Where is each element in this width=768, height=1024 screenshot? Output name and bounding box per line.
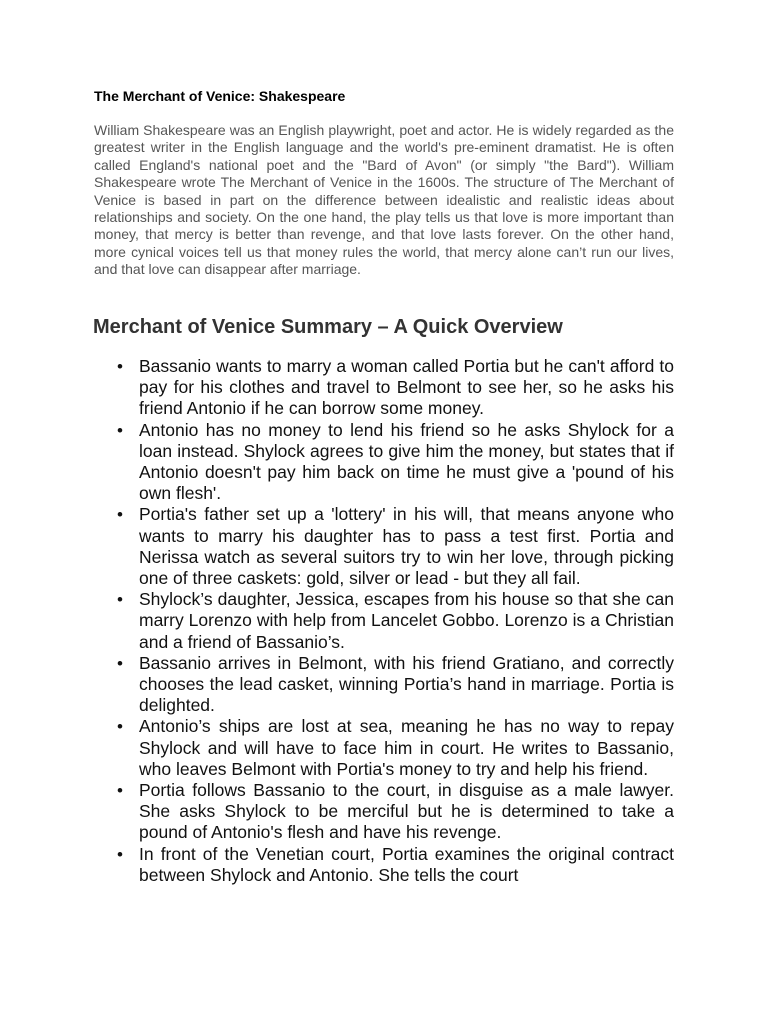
list-item-text: In front of the Venetian court, Portia examines the original contract between Shylock and Antonio. She tells the court (139, 843, 674, 885)
bullet-icon: • (117, 590, 123, 610)
list-item (117, 419, 674, 505)
list-item-text: Bassanio arrives in Belmont, with his friend Gratiano, and correctly chooses the lead casket, winning Portia’s hand in marriage. Portia is delighted. (139, 652, 674, 716)
list-item-text: Antonio has no money to lend his friend so he asks Shylock for a loan instead. Shylock agrees to give him the money, but states that if Antonio doesn't pay him back on time he must give a 'pound of his own flesh'. (139, 419, 674, 504)
bullet-icon: • (117, 844, 123, 864)
summary-heading: Merchant of Venice Summary – A Quick Overview (93, 316, 563, 338)
list-item (117, 589, 674, 653)
list-item-text: Antonio’s ships are lost at sea, meaning he has no way to repay Shylock and will have to face him in court. He writes to Bassanio, who leaves Belmont with Portia's money to try and help his friend. (139, 716, 674, 779)
list-item (117, 652, 674, 717)
list-item-text: Portia's father set up a 'lottery' in his will, that means anyone who wants to marry his daughter has to pass a test first. Portia and Nerissa watch as several suitors try to win her love, through picking one of three caskets: gold, silver or lead - but they all fail. (139, 504, 674, 589)
summary-list (117, 356, 674, 886)
list-item (117, 716, 674, 780)
list-item-text: Bassanio wants to marry a woman called Portia but he can't afford to pay for his clothes and travel to Belmont to see her, so he asks his friend Antonio if he can borrow some money. (139, 356, 674, 419)
list-item (117, 504, 674, 589)
list-item (117, 780, 674, 844)
bullet-icon: • (117, 357, 123, 376)
list-item (117, 356, 674, 420)
list-item-text: Shylock’s daughter, Jessica, escapes from his house so that she can marry Lorenzo with help from Lancelet Gobbo. Lorenzo is a Christian and a friend of Bassanio’s. (139, 589, 674, 652)
list-item (117, 843, 674, 886)
intro-paragraph: William Shakespeare was an English playwright, poet and actor. He is widely regarded as the greatest writer in the English language and the world's pre-eminent dramatist. He is often called England's national poet and the "Bard of Avon" (or simply "the Bard"). William Shakespeare wrote The Merchant of Venice in the 1600s. The structure of The Merchant of Venice is based in part on the difference between idealistic and realistic ideas about relationships and society. On the one hand, the play tells us that love is more important than money, that mercy is better than revenge, and that love lasts forever. On the other hand, more cynical voices tell us that money rules the world, that mercy alone can’t run our lives, and that love can disappear after marriage. (94, 122, 674, 278)
bullet-icon: • (117, 505, 123, 525)
list-item-text: Portia follows Bassanio to the court, in disguise as a male lawyer. She asks Shylock to be merciful but he is determined to take a pound of Antonio's flesh and have his revenge. (139, 780, 674, 843)
bullet-icon: • (117, 781, 123, 801)
bullet-icon: • (117, 420, 123, 440)
document-title: The Merchant of Venice: Shakespeare (94, 88, 346, 104)
bullet-icon: • (117, 653, 123, 673)
bullet-icon: • (117, 717, 123, 737)
